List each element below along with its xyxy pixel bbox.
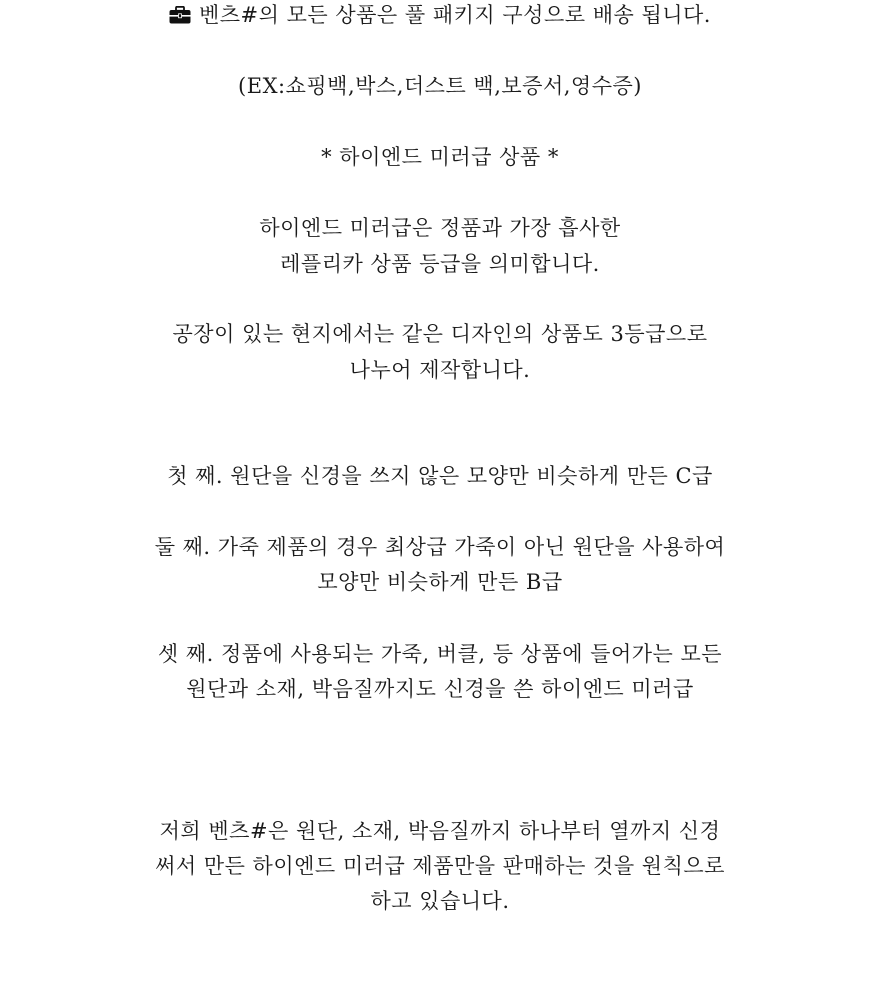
description-line-2: 레플리카 상품 등급을 의미합니다. — [280, 252, 600, 276]
section-title: * 하이엔드 미러급 상품 * — [321, 145, 559, 169]
intro-line — [0, 0, 880, 30]
grade-b-line-2: 모양만 비슷하게 만든 B급 — [317, 570, 563, 594]
description-line-1: 하이엔드 미러급은 정품과 가장 흡사한 — [259, 216, 621, 240]
intro-text: 벤츠#의 모든 상품은 풀 패키지 구성으로 배송 됩니다. — [198, 3, 711, 27]
grade-a-line-2: 원단과 소재, 박음질까지도 신경을 쓴 하이엔드 미러급 — [186, 677, 694, 701]
package-items: (EX:쇼핑백,박스,더스트 백,보증서,영수증) — [238, 74, 642, 98]
grade-b-line-1: 둘 째. 가죽 제품의 경우 최상급 가죽이 아닌 원단을 사용하여 — [154, 535, 726, 559]
briefcase-icon — [169, 6, 191, 24]
closing-line-3: 하고 있습니다. — [370, 889, 510, 913]
closing-line-2: 써서 만든 하이엔드 미러급 제품만을 판매하는 것을 원칙으로 — [155, 854, 725, 878]
factory-note-line-1: 공장이 있는 현지에서는 같은 디자인의 상품도 3등급으로 — [172, 322, 708, 346]
grade-a-line-1: 셋 째. 정품에 사용되는 가죽, 버클, 등 상품에 들어가는 모든 — [157, 642, 723, 666]
grade-c: 첫 째. 원단을 신경을 쓰지 않은 모양만 비슷하게 만든 C급 — [167, 464, 713, 488]
factory-note-line-2: 나누어 제작합니다. — [349, 358, 531, 382]
closing-line-1: 저희 벤츠#은 원단, 소재, 박음질까지 하나부터 열까지 신경 — [159, 819, 721, 843]
